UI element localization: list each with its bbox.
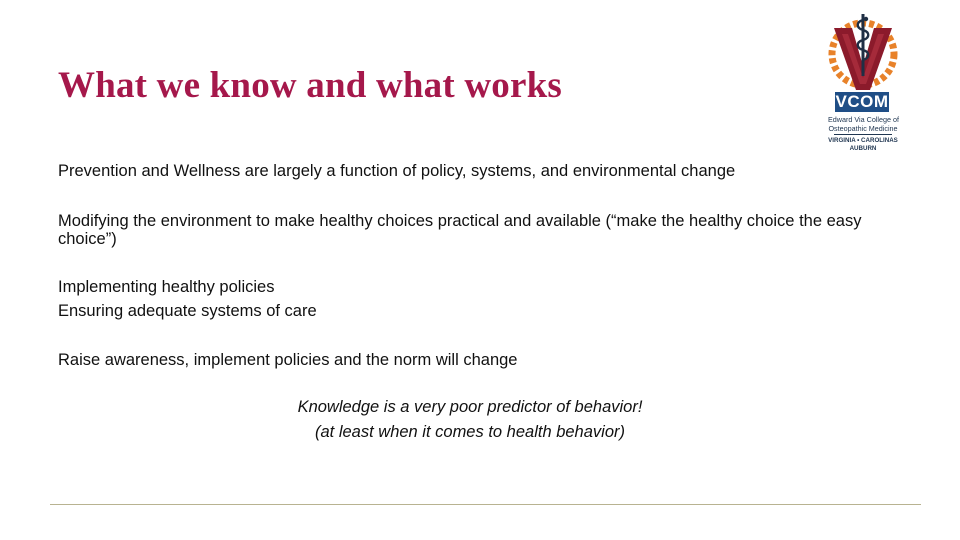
logo-college-name-line-1: Edward Via College of (828, 115, 899, 124)
paragraph-healthy-policies: Implementing healthy policies (58, 278, 275, 296)
caduceus-v-logo-icon (828, 14, 898, 94)
slide-title: What we know and what works (58, 65, 562, 106)
logo-campuses-line-2: AUBURN (849, 145, 877, 152)
logo-rule (834, 134, 892, 135)
logo-college-name-line-2: Osteopathic Medicine (828, 124, 898, 133)
paragraph-systems-of-care: Ensuring adequate systems of care (58, 302, 317, 320)
quote-line-1: Knowledge is a very poor predictor of behavior! (297, 398, 643, 416)
paragraph-prevention: Prevention and Wellness are largely a function of policy, systems, and environmental change (58, 162, 736, 180)
quote-line-2: (at least when it comes to health behavior) (315, 423, 625, 441)
logo-campuses-line-1: VIRGINIA • CAROLINAS (828, 137, 898, 144)
footer-divider (50, 504, 921, 505)
paragraph-raise-awareness: Raise awareness, implement policies and the norm will change (58, 351, 518, 369)
paragraph-modifying-environment: Modifying the environment to make healthy choices practical and available (“make the healthy choice the easy choice”) (58, 212, 862, 248)
logo-wordmark: VCOM (835, 92, 889, 111)
vcom-logo (828, 14, 940, 154)
